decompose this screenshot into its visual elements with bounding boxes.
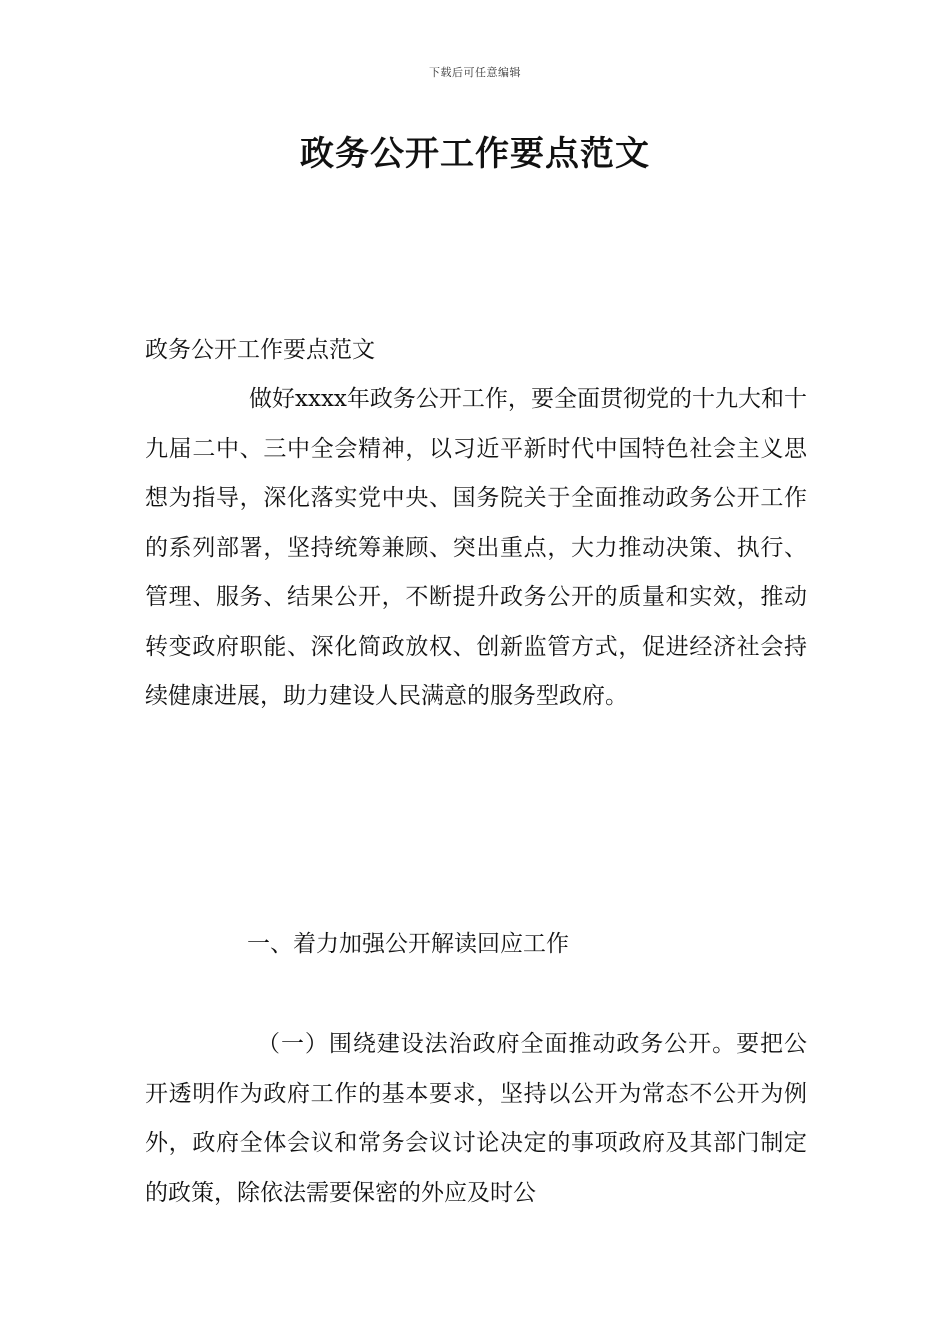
document-title: 政务公开工作要点范文	[300, 134, 650, 174]
document-subtitle: 政务公开工作要点范文	[145, 337, 375, 363]
section-paragraph: （一）围绕建设法治政府全面推动政务公开。要把公开透明作为政府工作的基本要求，坚持以公开为常态不公开为例外，政府全体会议和常务会议讨论决定的事项政府及其部门制定的政策，除依法需要保密的外应及时公	[145, 1031, 807, 1206]
header-note: 下载后可任意编辑	[429, 66, 521, 79]
section-heading: 一、着力加强公开解读回应工作	[247, 931, 569, 957]
intro-paragraph: 做好xxxx年政务公开工作，要全面贯彻党的十九大和十九届二中、三中全会精神，以习近平新时代中国特色社会主义思想为指导，深化落实党中央、国务院关于全面推动政务公开工作的系列部署，坚持统筹兼顾、突出重点，大力推动决策、执行、管理、服务、结果公开，不断提升政务公开的质量和实效，推动转变政府职能、深化简政放权、创新监管方式，促进经济社会持续健康进展，助力建设人民满意的服务型政府。	[145, 386, 807, 709]
